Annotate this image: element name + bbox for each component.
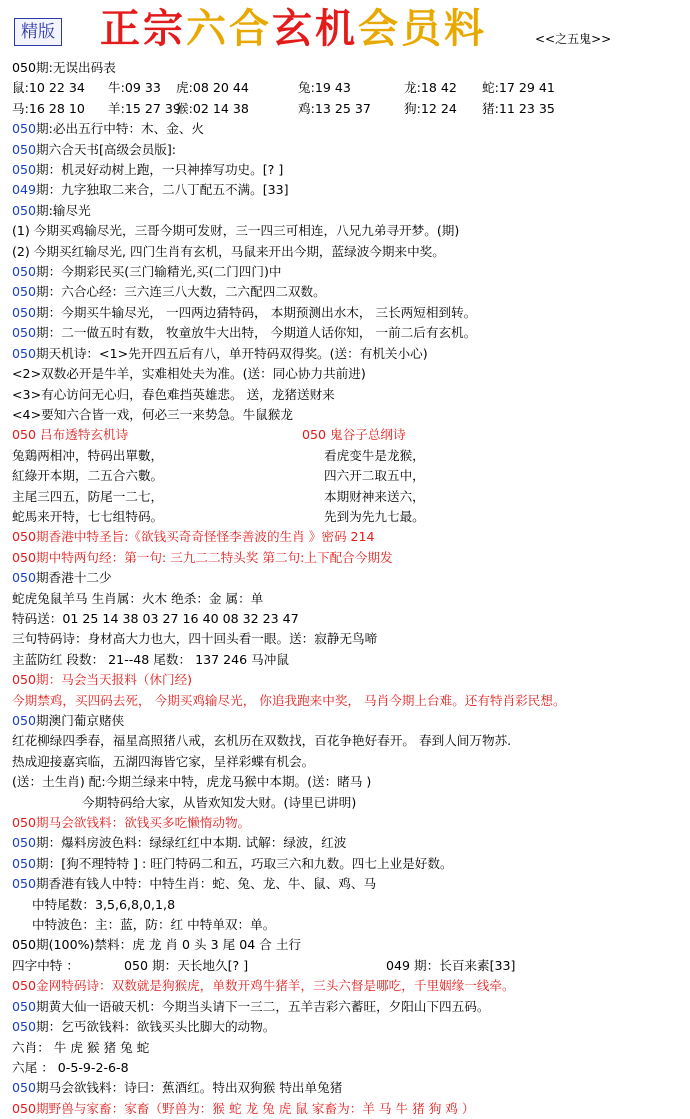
text-line: 050期:必出五行中特：木、金、火: [12, 121, 205, 137]
text-line: 050期马会欲钱料：欲钱买多吃懒惰动物。: [12, 815, 251, 831]
text-line: 050期天机诗：<1>先开四五后有八，单开特码双得奖。(送：有机关小心): [12, 345, 428, 361]
text-line: (1) 今期买鸡输尽光，三哥今期可发财，三一四三可相连，八兄九弟寻开梦。(期): [12, 223, 460, 239]
text-line: 050期：马会当天报料（休门经): [12, 672, 193, 688]
text-line: (送：土生肖) 配:今期兰绿来中特，虎龙马猴中本期。(送：睹马 ): [12, 774, 372, 790]
zodiac-row: 马:16 28 10 羊:15 27 39 猴:02 14 38 鸡:13 25 37 狗:12 24 猪:11 23 35: [12, 100, 555, 116]
poem-headings: 050 吕布透特玄机诗 050 鬼谷子总纲诗: [12, 427, 406, 443]
title-tag: <<之五鬼>>: [535, 32, 612, 46]
text-line: 050期黄大仙一语破天机：今期当头请下一三二，五羊吉彩六蓄旺，夕阳山下四五码。: [12, 998, 490, 1014]
text-line: 050期：今期彩民买(三门输精光,买(二门四门)中: [12, 264, 282, 280]
text-line: 050金网特码诗：双数就是狗猴虎，单数开鸡牛猪羊，三头六督是哪吃，千里姻缘一线牵。: [12, 978, 515, 994]
text-line: 050期香港有钱人中特：中特生肖：蛇、兔、龙、牛、鼠、鸡、马: [12, 876, 377, 892]
poem-row: 兔鶏两相冲，特码出單數， 看虎变牛是龙猴，: [12, 447, 425, 463]
text-line: 中特波色：主：蓝，防：红 中特单双：单。: [32, 917, 276, 933]
text-line: 050期：今期买牛输尽光， 一四两边猜特码， 本期预测出水木， 三长两短相到转。: [12, 304, 477, 320]
text-line: <2>双数必开是牛羊，实难相处夫为准。(送：同心协力共前进): [12, 366, 366, 382]
poem-row: 主尾三四五，防尾一二七， 本期财神来送六，: [12, 488, 425, 504]
text-line: 主蓝防红 段数： 21--48 尾数： 137 246 马冲鼠: [12, 651, 289, 667]
text-line: 热成迎接嘉宾临，五湖四海皆它家，呈祥彩蝶有机会。: [12, 753, 315, 769]
edition-badge: 精版: [14, 18, 62, 46]
text-line: 050期：爆料房波色料：绿绿红红中本期. 试解：绿波，红波: [12, 835, 347, 851]
text-line: 050期(100%)禁料：虎 龙 肖 0 头 3 尾 04 合 土行: [12, 937, 302, 953]
text-line: <3>有心访问无心归，春色难挡英雄悲。 送，龙猪送财来: [12, 386, 335, 402]
text-line: 050期：机灵好动树上跑，一只神捧写功史。[? ]: [12, 162, 284, 178]
text-line: (2) 今期买红输尽光, 四门生肖有玄机，马鼠来开出今期，蓝绿波今期来中奖。: [12, 243, 445, 259]
text-line: 今期禁鸡，买四码去死， 今期买鸡输尽光， 你追我跑来中奖， 马肖今期上台难。还有特肖彩民想。: [12, 692, 566, 708]
text-line: 049期：九字独取二来合，二八丁配五不满。[33]: [12, 182, 289, 198]
text-line: 中特尾数：3,5,6,8,0,1,8: [32, 896, 176, 912]
text-line: 050期野兽与家畜：家畜（野兽为：猴 蛇 龙 兔 虎 鼠 家畜为：羊 马 牛 猪 狗 鸡 ）: [12, 1100, 475, 1116]
text-line: 特码送：01 25 14 38 03 27 16 40 08 32 23 47: [12, 610, 299, 626]
text-line: 050期：[狗不理特特 ] : 旺门特码二和五，巧取三六和九数。四七上业是好数。: [12, 855, 453, 871]
text-line: 050期：乞丐欲钱料：欲钱买头比脚大的动物。: [12, 1019, 276, 1035]
text-line: 六肖： 牛 虎 猴 猪 兔 蛇: [12, 1039, 150, 1055]
text-line: 四字中特 ： 050 期：天长地久[? ] 049 期：长百来素[33]: [12, 957, 516, 973]
text-line: <4>要知六合皆一戏，何必三一来势急。牛鼠猴龙: [12, 406, 293, 422]
page-title: 正宗六合玄机会员料: [100, 5, 487, 52]
poem-row: 紅綠开本期，二五合六數。 四六开二取五中，: [12, 468, 425, 484]
text-line: 050期：二一做五时有数， 牧童放牛大出特， 今期道人话你知， 一前二后有玄机。: [12, 325, 477, 341]
poem-row: 蛇馬来开特，七七组特码。 先到为先九七最。: [12, 508, 425, 524]
header: [0, 0, 690, 58]
text-line: 050期：六合心经：三六连三八大数，二六配四二双数。: [12, 284, 326, 300]
text-line: 蛇虎兔鼠羊马 生肖属：火木 绝杀：金 属：单: [12, 590, 264, 606]
text-line: 050期中特两句经：第一句: 三九二二特头奖 第二句:上下配合今期发: [12, 549, 393, 565]
text-line: 050期马会欲钱料：诗曰：蕉酒红。特出双狗猴 特出单兔猪: [12, 1080, 343, 1096]
text-line: 050期六合天书[高级会员版]:: [12, 141, 177, 157]
text-line: 050期澳门葡京赌侠: [12, 713, 125, 728]
text-line: 050期:输尽光: [12, 202, 91, 218]
document-body: [12, 58, 682, 1119]
text-line: 050期:无误出码表: [12, 60, 116, 75]
text-line: 红花柳绿四季春，福星高照猪八戒，玄机历在双数找，百花争艳好春开。 春到人间万物苏.: [12, 733, 512, 749]
zodiac-row: 鼠:10 22 34 牛:09 33 虎:08 20 44 兔:19 43 龙:18 42 蛇:17 29 41: [12, 80, 555, 96]
text-line: 今期特码给大家，从皆欢知发大财。(诗里已讲明): [82, 794, 357, 810]
text-line: 050期香港十二少: [12, 570, 112, 586]
text-line: 050期香港中特圣旨:《欲钱买奇奇怪怪李善波的生肖 》密码 214: [12, 529, 375, 545]
text-line: 三句特码诗：身材高大力也大，四十回头看一眼。送：寂静无鸟啼: [12, 631, 378, 647]
text-line: 六尾 ： 0-5-9-2-6-8: [12, 1059, 129, 1075]
